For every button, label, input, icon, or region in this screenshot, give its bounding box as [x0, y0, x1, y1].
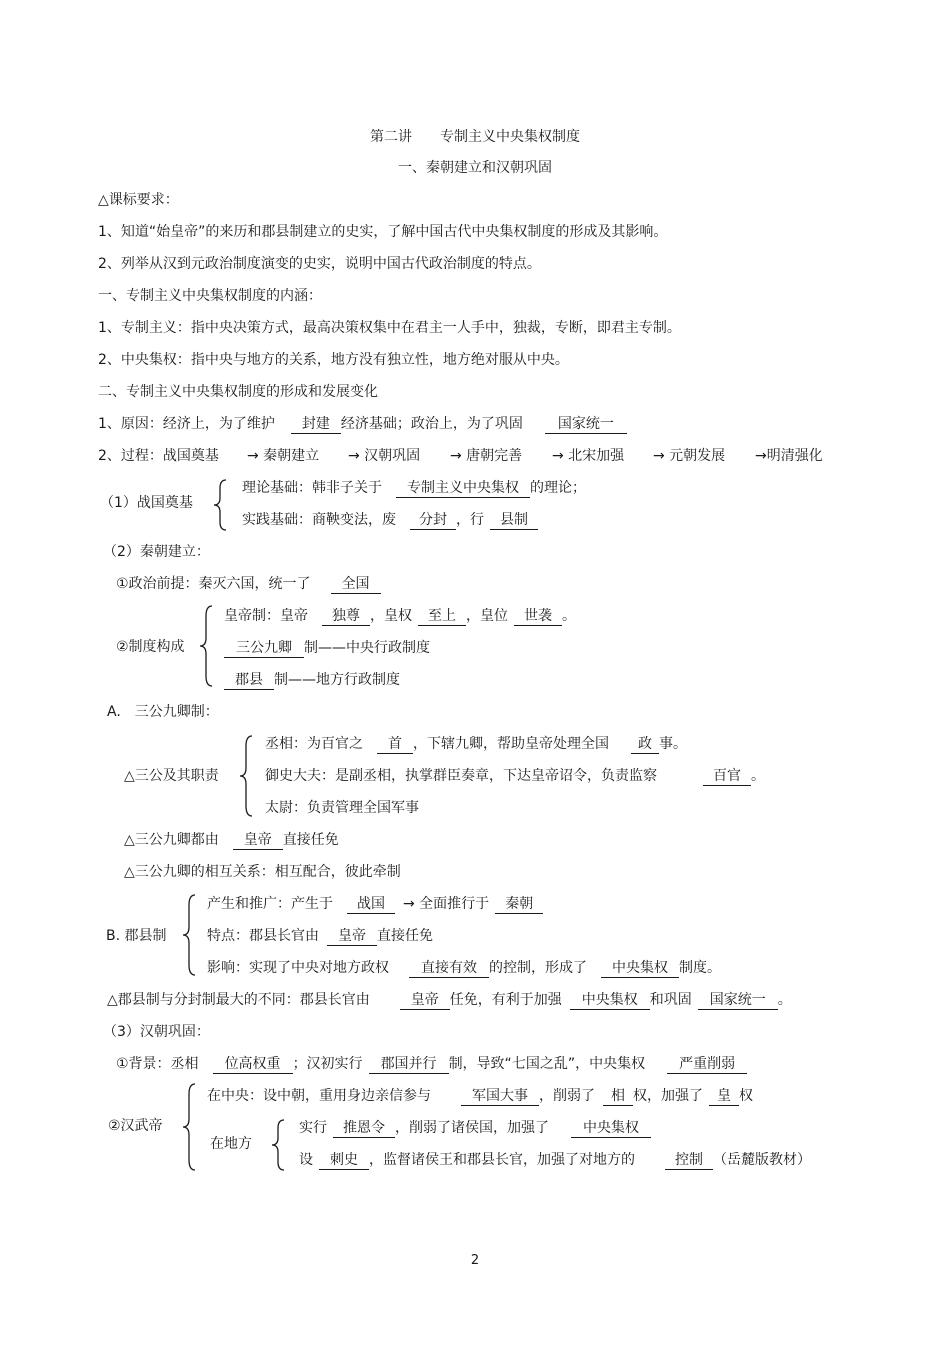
process-label: 2、过程：战国奠基 — [98, 448, 219, 464]
qin-premise-line — [116, 574, 381, 594]
blank-head: 首 — [377, 735, 413, 754]
left-brace — [198, 604, 216, 688]
blank-warring-states: 战国 — [347, 895, 395, 914]
censor-text: 御史大夫：是副丞相，执掌群臣奏章，下达皇帝诏令，负责监察 — [265, 768, 657, 784]
blank-state-affairs: 军国大事 — [461, 1087, 539, 1106]
theory-text: 的理论； — [530, 480, 586, 496]
section-subtitle: 一、秦朝建立和汉朝巩固 — [398, 160, 552, 176]
chancellor-text: ，下辖九卿，帮助皇帝处理全国 — [413, 736, 609, 752]
blank-hereditary: 世袭 — [514, 607, 562, 626]
central-admin-text: 制——中央行政制度 — [304, 640, 430, 656]
chancellor-line — [265, 734, 687, 754]
theory-basis-line — [242, 478, 586, 498]
appointment-line — [124, 830, 339, 850]
blank-emperor: 皇帝 — [327, 927, 377, 946]
left-brace — [181, 893, 199, 977]
requirement-2: 2、列举从汉到元政治制度演变的史实，说明中国古代政治制度的特点。 — [98, 256, 541, 272]
central-admin-line — [224, 638, 430, 658]
inspector-line — [299, 1150, 811, 1170]
emperor-system-line — [224, 606, 576, 626]
section-2-heading: 二、专制主义中央集权制度的形成和发展变化 — [98, 384, 378, 400]
reason-line — [98, 414, 627, 434]
chancellor-text: 事。 — [659, 736, 687, 752]
emperor-text: ，皇位 — [466, 608, 508, 624]
left-brace — [212, 478, 230, 532]
appointment-text: △三公九卿都由 — [124, 832, 219, 848]
blank-highest: 至上 — [418, 607, 466, 626]
definition-autocracy: 1、专制主义：指中央决策方式，最高决策权集中在君主一人手中，独裁，专断，即君主专制。 — [98, 320, 681, 336]
local-admin-line — [224, 670, 400, 690]
blank-unification: 国家统一 — [698, 991, 778, 1010]
curriculum-heading: △课标要求： — [98, 192, 179, 208]
difference-line — [107, 990, 792, 1010]
influence-line — [207, 958, 721, 978]
inspector-text: 设 — [299, 1152, 313, 1168]
practice-text: ，行 — [456, 512, 484, 528]
blank-grace-decree: 推恩令 — [333, 1119, 395, 1138]
central-measure-text: 权 — [739, 1088, 753, 1104]
blank-parallel-system: 郡国并行 — [369, 1055, 449, 1074]
han-background-line — [116, 1054, 747, 1074]
blank-centralization: 中央集权 — [571, 1119, 651, 1138]
left-brace — [238, 734, 256, 818]
blank-emperor: 皇帝 — [400, 991, 450, 1010]
central-measure-text: 在中央：设中朝，重用身边亲信参与 — [207, 1088, 431, 1104]
process-step-mingqing: →明清强化 — [755, 448, 823, 464]
emperor-wu-label: ②汉武帝 — [108, 1118, 163, 1134]
county-system-label: B. 郡县制 — [106, 928, 167, 944]
blank-chancellor-power: 相 — [603, 1087, 633, 1106]
qin-system-label: ②制度构成 — [116, 639, 185, 655]
background-text: 制，导致“七国之乱”，中央集权 — [448, 1056, 646, 1072]
warring-states-label: （1）战国奠基 — [100, 495, 193, 511]
page-number: 2 — [470, 1253, 480, 1268]
blank-feudal: 封建 — [291, 415, 341, 434]
blank-emperor: 皇帝 — [233, 831, 283, 850]
blank-fenfeng: 分封 — [410, 511, 456, 530]
feature-text: 特点：郡县长官由 — [207, 928, 319, 944]
emperor-text: 。 — [562, 608, 576, 624]
central-measure-text: 权，加强了 — [633, 1088, 703, 1104]
blank-qin-dynasty: 秦朝 — [495, 895, 543, 914]
blank-high-position: 位高权重 — [213, 1055, 293, 1074]
blank-unification: 国家统一 — [545, 415, 627, 434]
process-step-song: → 北宋加强 — [552, 448, 625, 464]
difference-text: 。 — [777, 992, 792, 1008]
blank-supreme: 独尊 — [322, 607, 370, 626]
grace-decree-text: ，削弱了诸侯国，加强了 — [395, 1120, 549, 1136]
blank-government: 政 — [631, 735, 659, 754]
han-label: （3）汉朝巩固： — [103, 1024, 210, 1040]
blank-control: 控制 — [665, 1151, 713, 1170]
blank-autocracy-centralization: 专制主义中央集权 — [396, 479, 530, 498]
origin-text: 产生和推广：产生于 — [207, 896, 333, 912]
blank-county-system: 县制 — [490, 511, 538, 530]
feature-line — [207, 926, 433, 946]
local-admin-text: 制——地方行政制度 — [274, 672, 400, 688]
emperor-text: 皇帝制：皇帝 — [224, 608, 308, 624]
relationship-line: △三公九卿的相互关系：相互配合，彼此牵制 — [124, 864, 401, 880]
origin-text: → 全面推行于 — [403, 896, 490, 912]
appointment-text: 直接任免 — [282, 832, 339, 848]
process-step-yuan: → 元朝发展 — [653, 448, 726, 464]
blank-centralization: 中央集权 — [570, 991, 650, 1010]
influence-text: 的控制，形成了 — [489, 960, 587, 976]
origin-line — [207, 894, 543, 914]
chancellor-text: 丞相：为百官之 — [265, 736, 363, 752]
grace-decree-line — [299, 1118, 651, 1138]
practice-text: 实践基础：商鞅变法，废 — [242, 512, 396, 528]
practice-basis-line — [242, 510, 538, 530]
requirement-1: 1、知道“始皇帝”的来历和郡县制建立的史实，了解中国古代中央集权制度的形成及其影响。 — [98, 224, 668, 240]
grace-decree-text: 实行 — [299, 1120, 327, 1136]
process-step-tang: → 唐朝完善 — [450, 448, 523, 464]
blank-centralization: 中央集权 — [601, 959, 679, 978]
section-1-heading: 一、专制主义中央集权制度的内涵： — [98, 288, 322, 304]
blank-imperial-power: 皇 — [709, 1087, 739, 1106]
central-measure-text: ，削弱了 — [539, 1088, 595, 1104]
local-measure-label: 在地方 — [210, 1136, 252, 1152]
process-step-han: → 汉朝巩固 — [348, 448, 421, 464]
blank-three-lords: 三公九卿 — [224, 639, 304, 658]
process-step-qin: → 秦朝建立 — [247, 448, 320, 464]
edition-note: （岳麓版教材） — [713, 1152, 811, 1168]
blank-officials: 百官 — [703, 767, 751, 786]
blank-whole-country: 全国 — [331, 575, 381, 594]
three-lords-heading: A. 三公九卿制： — [107, 704, 219, 720]
emperor-text: ，皇权 — [370, 608, 412, 624]
grand-commandant-line: 太尉：负责管理全国军事 — [265, 800, 419, 816]
background-text: ；汉初实行 — [292, 1056, 363, 1072]
left-brace — [270, 1118, 288, 1172]
censor-line — [265, 766, 765, 786]
inspector-text: ，监督诸侯王和郡县长官，加强了对地方的 — [369, 1152, 635, 1168]
qin-label: （2）秦朝建立： — [103, 544, 210, 560]
central-measure-line — [207, 1086, 753, 1106]
reason-text: 经济基础；政治上，为了巩固 — [340, 416, 523, 432]
background-text: ①背景：丞相 — [116, 1056, 199, 1072]
theory-text: 理论基础：韩非子关于 — [242, 480, 382, 496]
blank-commandery: 郡县 — [224, 671, 274, 690]
influence-text: 影响：实现了中央对地方政权 — [207, 960, 389, 976]
reason-text: 1、原因：经济上，为了维护 — [98, 416, 275, 432]
definition-centralization: 2、中央集权：指中央与地方的关系，地方没有独立性，地方绝对服从中央。 — [98, 352, 569, 368]
blank-inspector: 刺史 — [319, 1151, 369, 1170]
difference-text: △郡县制与分封制最大的不同：郡县长官由 — [107, 992, 370, 1008]
premise-text: ①政治前提：秦灭六国，统一了 — [116, 576, 311, 592]
feature-text: 直接任免 — [377, 928, 433, 944]
censor-text: 。 — [751, 768, 765, 784]
difference-text: 和巩固 — [649, 992, 692, 1008]
page-title: 第二讲 专制主义中央集权制度 — [370, 129, 580, 145]
left-brace — [181, 1082, 199, 1172]
blank-severely-weakened: 严重削弱 — [667, 1055, 747, 1074]
three-lords-duty-label: △三公及其职责 — [124, 768, 219, 784]
difference-text: 任免，有利于加强 — [449, 992, 562, 1008]
blank-direct-effective: 直接有效 — [409, 959, 489, 978]
influence-text: 制度。 — [679, 960, 721, 976]
